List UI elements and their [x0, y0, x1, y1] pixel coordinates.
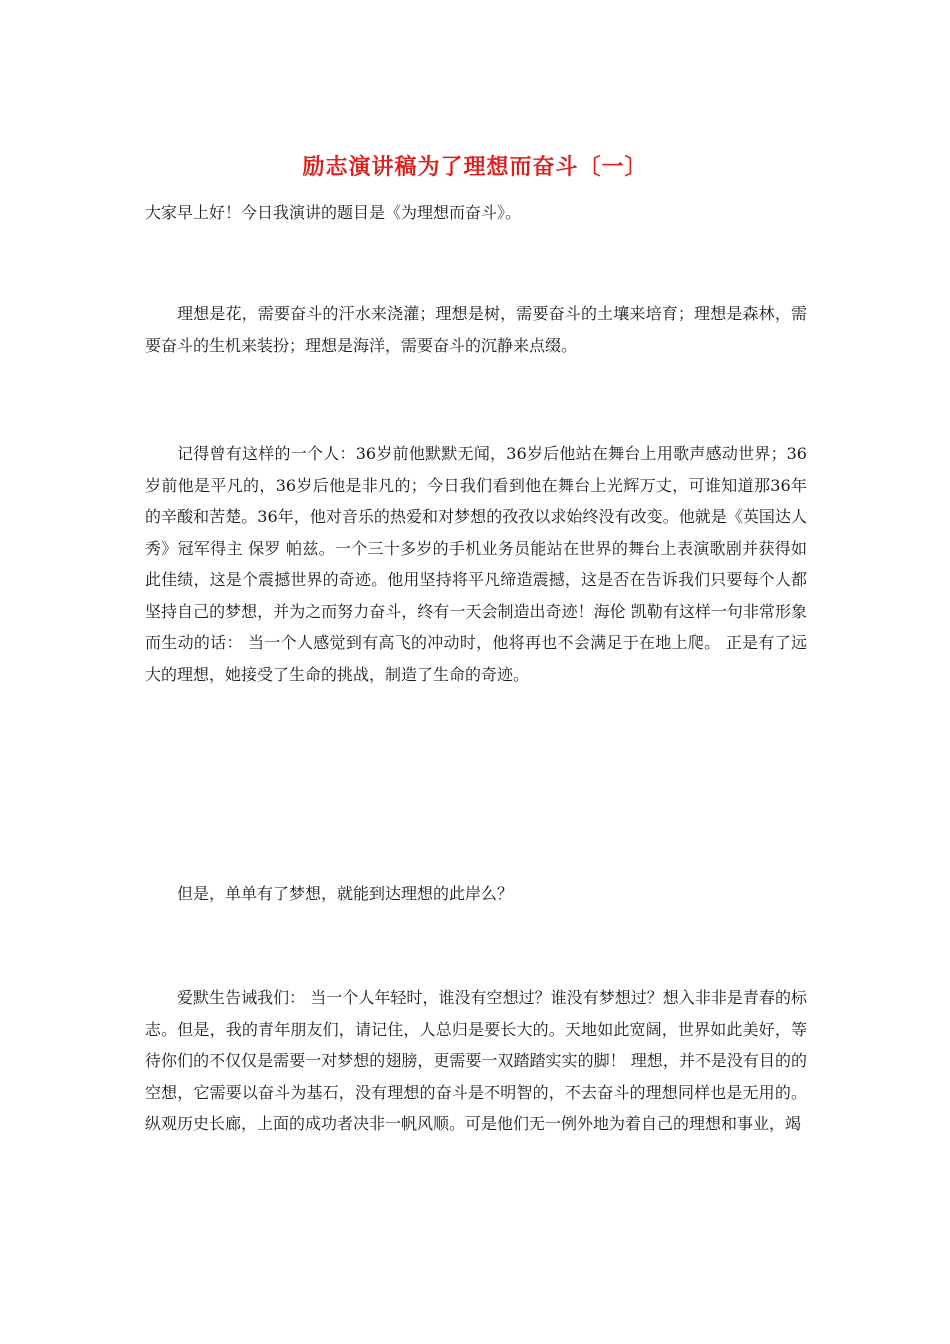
document-title: 励志演讲稿为了理想而奋斗〔一〕	[302, 155, 648, 180]
paragraph-1: 理想是花，需要奋斗的汗水来浇灌；理想是树，需要奋斗的土壤来培育；理想是森林，需要奋斗的生机来装扮；理想是海洋，需要奋斗的沉静来点缀。	[145, 304, 807, 355]
paragraph-4: 爱默生告诫我们： 当一个人年轻时，谁没有空想过？谁没有梦想过？想入非非是青春的标志。但是，我的青年朋友们，请记住，人总归是要长大的。天地如此宽阔，世界如此美好，等待你们的不仅仅是需要一对梦想的翅膀，更需要一双踏踏实实的脚！ 理想，并不是没有目的的空想，它需要以奋斗为基石，没有理想的奋斗是不明智的，不去奋斗的理想同样也是无用的。纵观历史长廊，上面的成功者决非一帆风顺。可是他们无一例外地为着自己的理想和事业，竭	[145, 988, 807, 1133]
greeting-line: 大家早上好！今日我演讲的题目是《为理想而奋斗》。	[145, 203, 522, 222]
paragraph-3: 但是，单单有了梦想，就能到达理想的此岸么？	[177, 884, 514, 903]
paragraph-2: 记得曾有这样的一个人：36岁前他默默无闻，36岁后他站在舞台上用歌声感动世界；36岁前他是平凡的，36岁后他是非凡的；今日我们看到他在舞台上光辉万丈，可谁知道那36年的辛酸和苦楚。36年，他对音乐的热爱和对梦想的孜孜以求始终没有改变。他就是《英国达人秀》冠军得主 保罗 帕兹。一个三十多岁的手机业务员能站在世界的舞台上表演歌剧并获得如此佳绩，这是个震撼世界的奇迹。他用坚持将平凡缔造震撼，这是否在告诉我们只要每个人都坚持自己的梦想，并为之而努力奋斗，终有一天会制造出奇迹！海伦 凯勒有这样一句非常形象而生动的话： 当一个人感觉到有高飞的冲动时，他将再也不会满足于在地上爬。 正是有了远大的理想，她接受了生命的挑战，制造了生命的奇迹。	[145, 444, 807, 684]
